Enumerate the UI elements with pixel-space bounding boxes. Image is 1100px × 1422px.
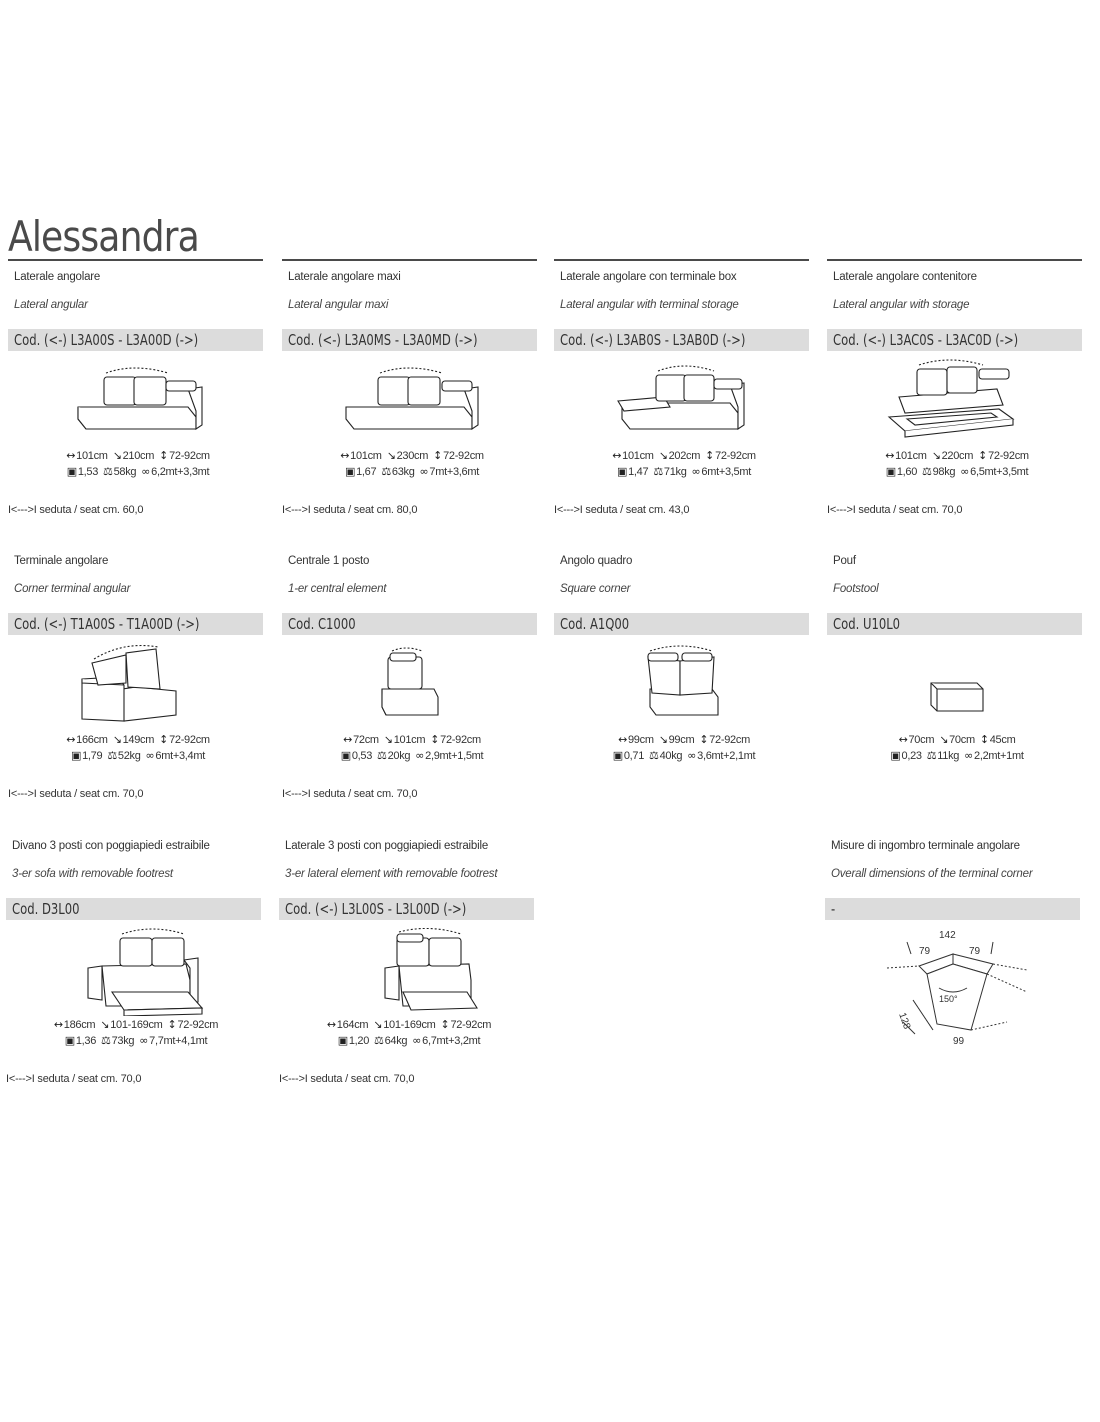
height-icon: ↕ [699,733,709,746]
dim-angle: 150° [939,994,958,1004]
product-drawing [342,643,482,731]
divider [827,259,1082,261]
depth-icon: ↘ [100,1018,110,1031]
name-italian: Laterale angolare [14,271,101,283]
height-icon: ↕ [979,733,989,746]
width-icon: ↔ [66,733,76,746]
name-english: 3-er lateral element with removable footrest [285,868,498,880]
seat-size: I<--->I seduta / seat cm. 60,0 [8,504,144,516]
name-italian: Divano 3 posti con poggiapiedi estraibile [12,840,210,852]
seat-size: I<--->I seduta / seat cm. 43,0 [554,504,690,516]
name-english: Overall dimensions of the terminal corner [831,868,1033,880]
name-english: Footstool [833,583,879,595]
volume-icon: ▣ [612,749,623,762]
weight-icon: ⚖ [103,465,113,478]
specs: ↔186cm ↘101-169cm ↕72-92cm ▣1,36 ⚖73kg ∞7,7mt+4,1mt [53,1018,219,1047]
width-icon: ↔ [612,449,622,462]
volume-icon: ▣ [66,465,77,478]
width-icon: ↔ [618,733,627,746]
depth-icon: ↘ [386,449,396,462]
height-icon: ↕ [433,449,443,462]
product-drawing [68,359,208,447]
product-drawing [68,643,208,731]
weight-icon: ⚖ [101,1034,111,1047]
fabric-icon: ∞ [960,465,970,478]
seat-size: I<--->I seduta / seat cm. 70,0 [8,788,144,800]
seat-size: I<--->I seduta / seat cm. 70,0 [6,1073,142,1085]
name-italian: Laterale angolare contenitore [833,271,977,283]
specs: ↔99cm ↘99cm ↕72-92cm ▣0,71 ⚖40kg ∞3,6mt+2,1mt [612,733,756,762]
seat-size: I<--->I seduta / seat cm. 70,0 [827,504,963,516]
fabric-icon: ∞ [145,749,155,762]
width-icon: ↔ [898,733,908,746]
name-italian: Terminale angolare [14,555,109,567]
specs: ↔166cm ↘149cm ↕72-92cm ▣1,79 ⚖52kg ∞6mt+3,4mt [66,733,210,762]
product-card [6,828,261,1098]
name-italian: Misure di ingombro terminale angolare [831,840,1020,852]
height-icon: ↕ [705,449,715,462]
name-english: Lateral angular maxi [288,299,389,311]
product-code: Cod. A1Q00 [554,613,809,635]
seat-size: I<--->I seduta / seat cm. 70,0 [279,1073,415,1085]
name-english: 1-er central element [288,583,387,595]
volume-icon: ▣ [345,465,356,478]
product-drawing [887,359,1027,447]
product-card [8,259,263,529]
volume-icon: ▣ [890,749,901,762]
depth-icon: ↘ [931,449,941,462]
product-drawing [342,359,482,447]
depth-icon: ↘ [373,1018,383,1031]
product-drawing [614,359,754,447]
width-icon: ↔ [326,1018,336,1031]
volume-icon: ▣ [617,465,628,478]
name-english: 3-er sofa with removable footrest [12,868,173,880]
dim-left: 79 [919,946,931,957]
weight-icon: ⚖ [922,465,932,478]
name-italian: Laterale 3 posti con poggiapiedi estraibile [285,840,489,852]
specs: ↔70cm ↘70cm ↕45cm ▣0,23 ⚖11kg ∞2,2mt+1mt [890,733,1024,762]
product-card [8,543,263,813]
fabric-icon: ∞ [412,1034,422,1047]
product-code: Cod. (<-) L3A00S - L3A00D (->) [8,329,263,351]
name-english: Corner terminal angular [14,583,131,595]
name-italian: Angolo quadro [560,555,633,567]
width-icon: ↔ [343,733,353,746]
product-drawing [614,643,754,731]
fabric-icon: ∞ [139,1034,149,1047]
dimensions-card [825,828,1080,1098]
dim-bottom: 99 [953,1036,965,1047]
corner-dimension-diagram [875,922,1085,1052]
fabric-icon: ∞ [964,749,973,762]
height-icon: ↕ [440,1018,450,1031]
product-code: Cod. U10L0 [827,613,1082,635]
name-english: Lateral angular with terminal storage [560,299,739,311]
seat-size: I<--->I seduta / seat cm. 70,0 [282,788,418,800]
volume-icon: ▣ [337,1034,348,1047]
product-card [554,259,809,529]
fabric-icon: ∞ [415,749,425,762]
product-code: Cod. (<-) T1A00S - T1A00D (->) [8,613,263,635]
weight-icon: ⚖ [374,1034,384,1047]
specs: ↔101cm ↘210cm ↕72-92cm ▣1,53 ⚖58kg ∞6,2mt+3,3mt [66,449,210,478]
name-italian: Laterale angolare con terminale box [560,271,737,283]
specs: ↔101cm ↘230cm ↕72-92cm ▣1,67 ⚖63kg ∞7mt+3,6mt [340,449,484,478]
specs: ↔101cm ↘202cm ↕72-92cm ▣1,47 ⚖71kg ∞6mt+3,5mt [612,449,756,478]
width-icon: ↔ [53,1018,63,1031]
weight-icon: ⚖ [377,749,387,762]
height-icon: ↕ [159,449,169,462]
weight-icon: ⚖ [649,749,659,762]
weight-icon: ⚖ [107,749,117,762]
product-code: - [825,898,1080,920]
divider [8,259,263,261]
width-icon: ↔ [340,449,350,462]
product-card [279,828,534,1098]
specs: ↔72cm ↘101cm ↕72-92cm ▣0,53 ⚖20kg ∞2,9mt+1,5mt [340,733,484,762]
depth-icon: ↘ [658,733,668,746]
product-drawing [887,643,1027,731]
name-italian: Laterale angolare maxi [288,271,401,283]
depth-icon: ↘ [383,733,393,746]
weight-icon: ⚖ [653,465,663,478]
dim-side: 128 [896,1011,913,1031]
divider [554,259,809,261]
height-icon: ↕ [159,733,169,746]
divider [282,259,537,261]
volume-icon: ▣ [71,749,82,762]
specs: ↔101cm ↘220cm ↕72-92cm ▣1,60 ⚖98kg ∞6,5mt+3,5mt [885,449,1029,478]
name-english: Square corner [560,583,631,595]
product-card [282,259,537,529]
specs: ↔164cm ↘101-169cm ↕72-92cm ▣1,20 ⚖64kg ∞6,7mt+3,2mt [326,1018,492,1047]
name-english: Lateral angular [14,299,88,311]
dim-top: 142 [939,930,956,941]
depth-icon: ↘ [658,449,668,462]
product-card [827,259,1082,529]
product-code: Cod. (<-) L3A0MS - L3A0MD (->) [282,329,537,351]
fabric-icon: ∞ [687,749,697,762]
weight-icon: ⚖ [926,749,937,762]
product-code: Cod. (<-) L3AC0S - L3AC0D (->) [827,329,1082,351]
height-icon: ↕ [167,1018,177,1031]
product-code: Cod. D3L00 [6,898,261,920]
weight-icon: ⚖ [381,465,391,478]
fabric-icon: ∞ [141,465,151,478]
height-icon: ↕ [430,733,440,746]
depth-icon: ↘ [939,733,949,746]
product-card [282,543,537,813]
product-code: Cod. (<-) L3AB0S - L3AB0D (->) [554,329,809,351]
name-english: Lateral angular with storage [833,299,970,311]
name-italian: Pouf [833,555,856,567]
dim-right: 79 [969,946,981,957]
depth-icon: ↘ [112,733,122,746]
fabric-icon: ∞ [419,465,429,478]
volume-icon: ▣ [885,465,896,478]
product-drawing [66,928,206,1016]
product-card [554,543,809,813]
depth-icon: ↘ [112,449,122,462]
product-code: Cod. (<-) L3L00S - L3L00D (->) [279,898,534,920]
width-icon: ↔ [66,449,76,462]
volume-icon: ▣ [340,749,351,762]
seat-size: I<--->I seduta / seat cm. 80,0 [282,504,418,516]
product-card [827,543,1082,813]
width-icon: ↔ [885,449,895,462]
fabric-icon: ∞ [691,465,701,478]
product-drawing [339,928,479,1016]
volume-icon: ▣ [64,1034,75,1047]
product-code: Cod. C1000 [282,613,537,635]
page-title: Alessandra [8,212,199,261]
name-italian: Centrale 1 posto [288,555,370,567]
height-icon: ↕ [978,449,988,462]
